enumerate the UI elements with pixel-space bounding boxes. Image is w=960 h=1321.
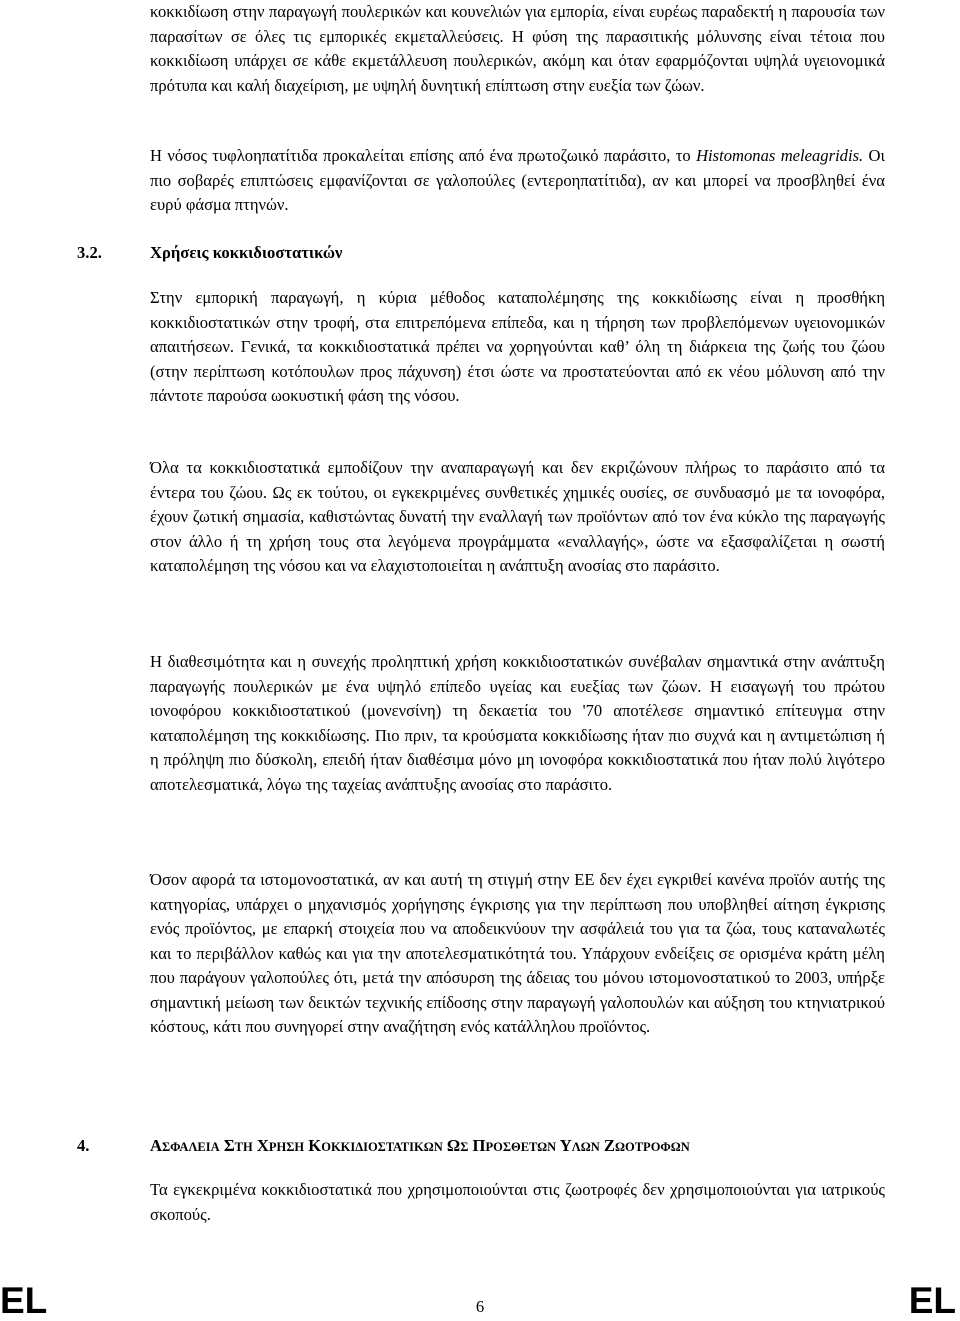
language-code-left: EL [0, 1280, 48, 1321]
section-3-2-paragraph-2: Όλα τα κοκκιδιοστατικά εμποδίζουν την αναπαραγωγή και δεν εκριζώνουν πλήρως το παράσιτο από τα έντερα του ζώου. Ως εκ τούτου, οι εγκεκριμένες συνθετικές χημικές ουσίες, σε συνδυασμό με τα ιονοφόρα, έχουν ζωτική σημασία, καθιστώντας δυνατή την εναλλαγή των προϊόντων από τον ένα κύκλο της παραγωγής στον άλλο ή τη χρήση τους στα λεγόμενα προγράμματα «εναλλαγής», ώστε να εξασφαλίζεται η σωστή καταπολέμηση της νόσου και να ελαχιστοποιείται η ανάπτυξη ανοσίας στο παράσιτο. [150, 458, 885, 575]
title-word: ΖΩΟΤΡΟΦΩΝ [603, 1136, 690, 1155]
intro-paragraph-1: κοκκιδίωση στην παραγωγή πουλερικών και κουνελιών για εμπορία, είναι ευρέως παραδεκτή η παρουσία των παρασίτων σε όλες τις εμπορικές εκμεταλλεύσεις. Η φύση της παρασιτικής μόλυνσης είναι τέτοια που κοκκιδίωση υπάρχει σε κάθε εκμετάλλευση πουλερικών, ακόμη και όταν εφαρμόζονται υψηλά υγειονομικά πρότυπα και καλή διαχείριση, με υψηλή δυνητική επίπτωση στην ευεξία των ζώων. [150, 2, 885, 95]
title-word: ΑΣΦΑΛΕΙΑ [150, 1136, 220, 1155]
title-word: ΥΛΩΝ [559, 1136, 600, 1155]
title-word: ΠΡΟΣΘΕΤΩΝ [472, 1136, 557, 1155]
title-word: ΧΡΗΣΗ [256, 1136, 305, 1155]
p2-text-end: Οι πιο σοβαρές επιπτώσεις εμφανίζονται σε γαλοπούλες (εντεροηπατίτιδα), αν και μπορεί να προσβληθεί ένα ευρύ φάσμα πτηνών. [150, 146, 885, 214]
title-word: ΣΤΗ [223, 1136, 253, 1155]
p2-text-start: Η νόσος τυφλοηπατίτιδα προκαλείται επίσης από ένα πρωτοζωικό παράσιτο, το [150, 146, 691, 165]
section-3-2-paragraph-4: Όσον αφορά τα ιστομονοστατικά, αν και αυτή τη στιγμή στην ΕΕ δεν έχει εγκριθεί κανένα προϊόν αυτής της κατηγορίας, υπάρχει ο μηχανισμός χορήγησης έγκρισης για την περίπτωση που υποβληθεί αίτηση έγκρισης ενός προϊόντος, με επαρκή στοιχεία που να αποδεικνύουν την ασφάλειά του για τα ζώα, τους καταναλωτές και το περιβάλλον καθώς και για την αποτελεσματικότητά του. Υπάρχουν ενδείξεις σε ορισμένα κράτη μέλη που παράγουν γαλοπούλες ότι, μετά την απόσυρση της άδειας του μόνου ιστομονοστατικού το 2003, υπήρξε σημαντική μείωση των δεικτών τεχνικής επίδοσης στην παραγωγή γαλοπουλών και αύξηση του κτηνιατρικού κόστους, κάτι που συνηγορεί στην αναζήτηση ενός κατάλληλου προϊόντος. [150, 870, 885, 1036]
section-3-2-paragraph-3: Η διαθεσιμότητα και η συνεχής προληπτική χρήση κοκκιδιοστατικών συνέβαλαν σημαντικά στην ανάπτυξη παραγωγής πουλερικών με ένα υψηλό επίπεδο υγείας και ευεξίας των ζώων. Η εισαγωγή του πρώτου ιονοφόρου κοκκιδιοστατικού (μονενσίνη) τη δεκαετία του '70 αποτέλεσε σημαντικό επίτευγμα στην καταπολέμηση της κοκκιδίωσης. Πιο πριν, τα κρούσματα κοκκιδίωσης ήταν πιο συχνά και η αντιμετώπιση ή η πρόληψη πιο δύσκολη, επειδή ήταν διαθέσιμα μόνο μη ιονοφόρα κοκκιδιοστατικά που ήταν πολύ λιγότερο αποτελεσματικά, λόγω της ταχείας ανάπτυξης ανοσίας στο παράσιτο. [150, 652, 885, 794]
section-3-2-paragraph-1: Στην εμπορική παραγωγή, η κύρια μέθοδος καταπολέμησης της κοκκιδίωσης είναι η προσθήκη κοκκιδιοστατικών στην τροφή, στα επιτρεπόμενα επίπεδα, και η τήρηση των προβλεπόμενων υγειονομικών απαιτήσεων. Γενικά, τα κοκκιδιοστατικά πρέπει να χορηγούνται καθ’ όλη τη διάρκεια της ζωής του ζώου (στην περίπτωση κοτόπουλων προς πάχυνση) έτσι ώστε να προστατεύονται από εκ νέου μόλυνση από την πάντοτε παρούσα ωοκυστική φάση της νόσου. [150, 288, 885, 405]
title-word: ΩΣ [446, 1136, 469, 1155]
section-4-title [150, 1134, 690, 1160]
section-4-paragraph: Τα εγκεκριμένα κοκκιδιοστατικά που χρησιμοποιούνται στις ζωοτροφές δεν χρησιμοποιούνται για ιατρικούς σκοπούς. [150, 1180, 885, 1224]
section-4-number: 4. [77, 1136, 90, 1155]
section-3-2-number: 3.2. [77, 243, 102, 262]
species-name: Histomonas meleagridis. [696, 146, 864, 165]
language-code-right: EL [908, 1280, 956, 1321]
intro-paragraph-2 [150, 144, 885, 218]
section-3-2-title: Χρήσεις κοκκιδιοστατικών [150, 243, 343, 262]
title-word: ΚΟΚΚΙΔΙΟΣΤΑΤΙΚΩΝ [308, 1136, 443, 1155]
page-number: 6 [475, 1297, 485, 1316]
